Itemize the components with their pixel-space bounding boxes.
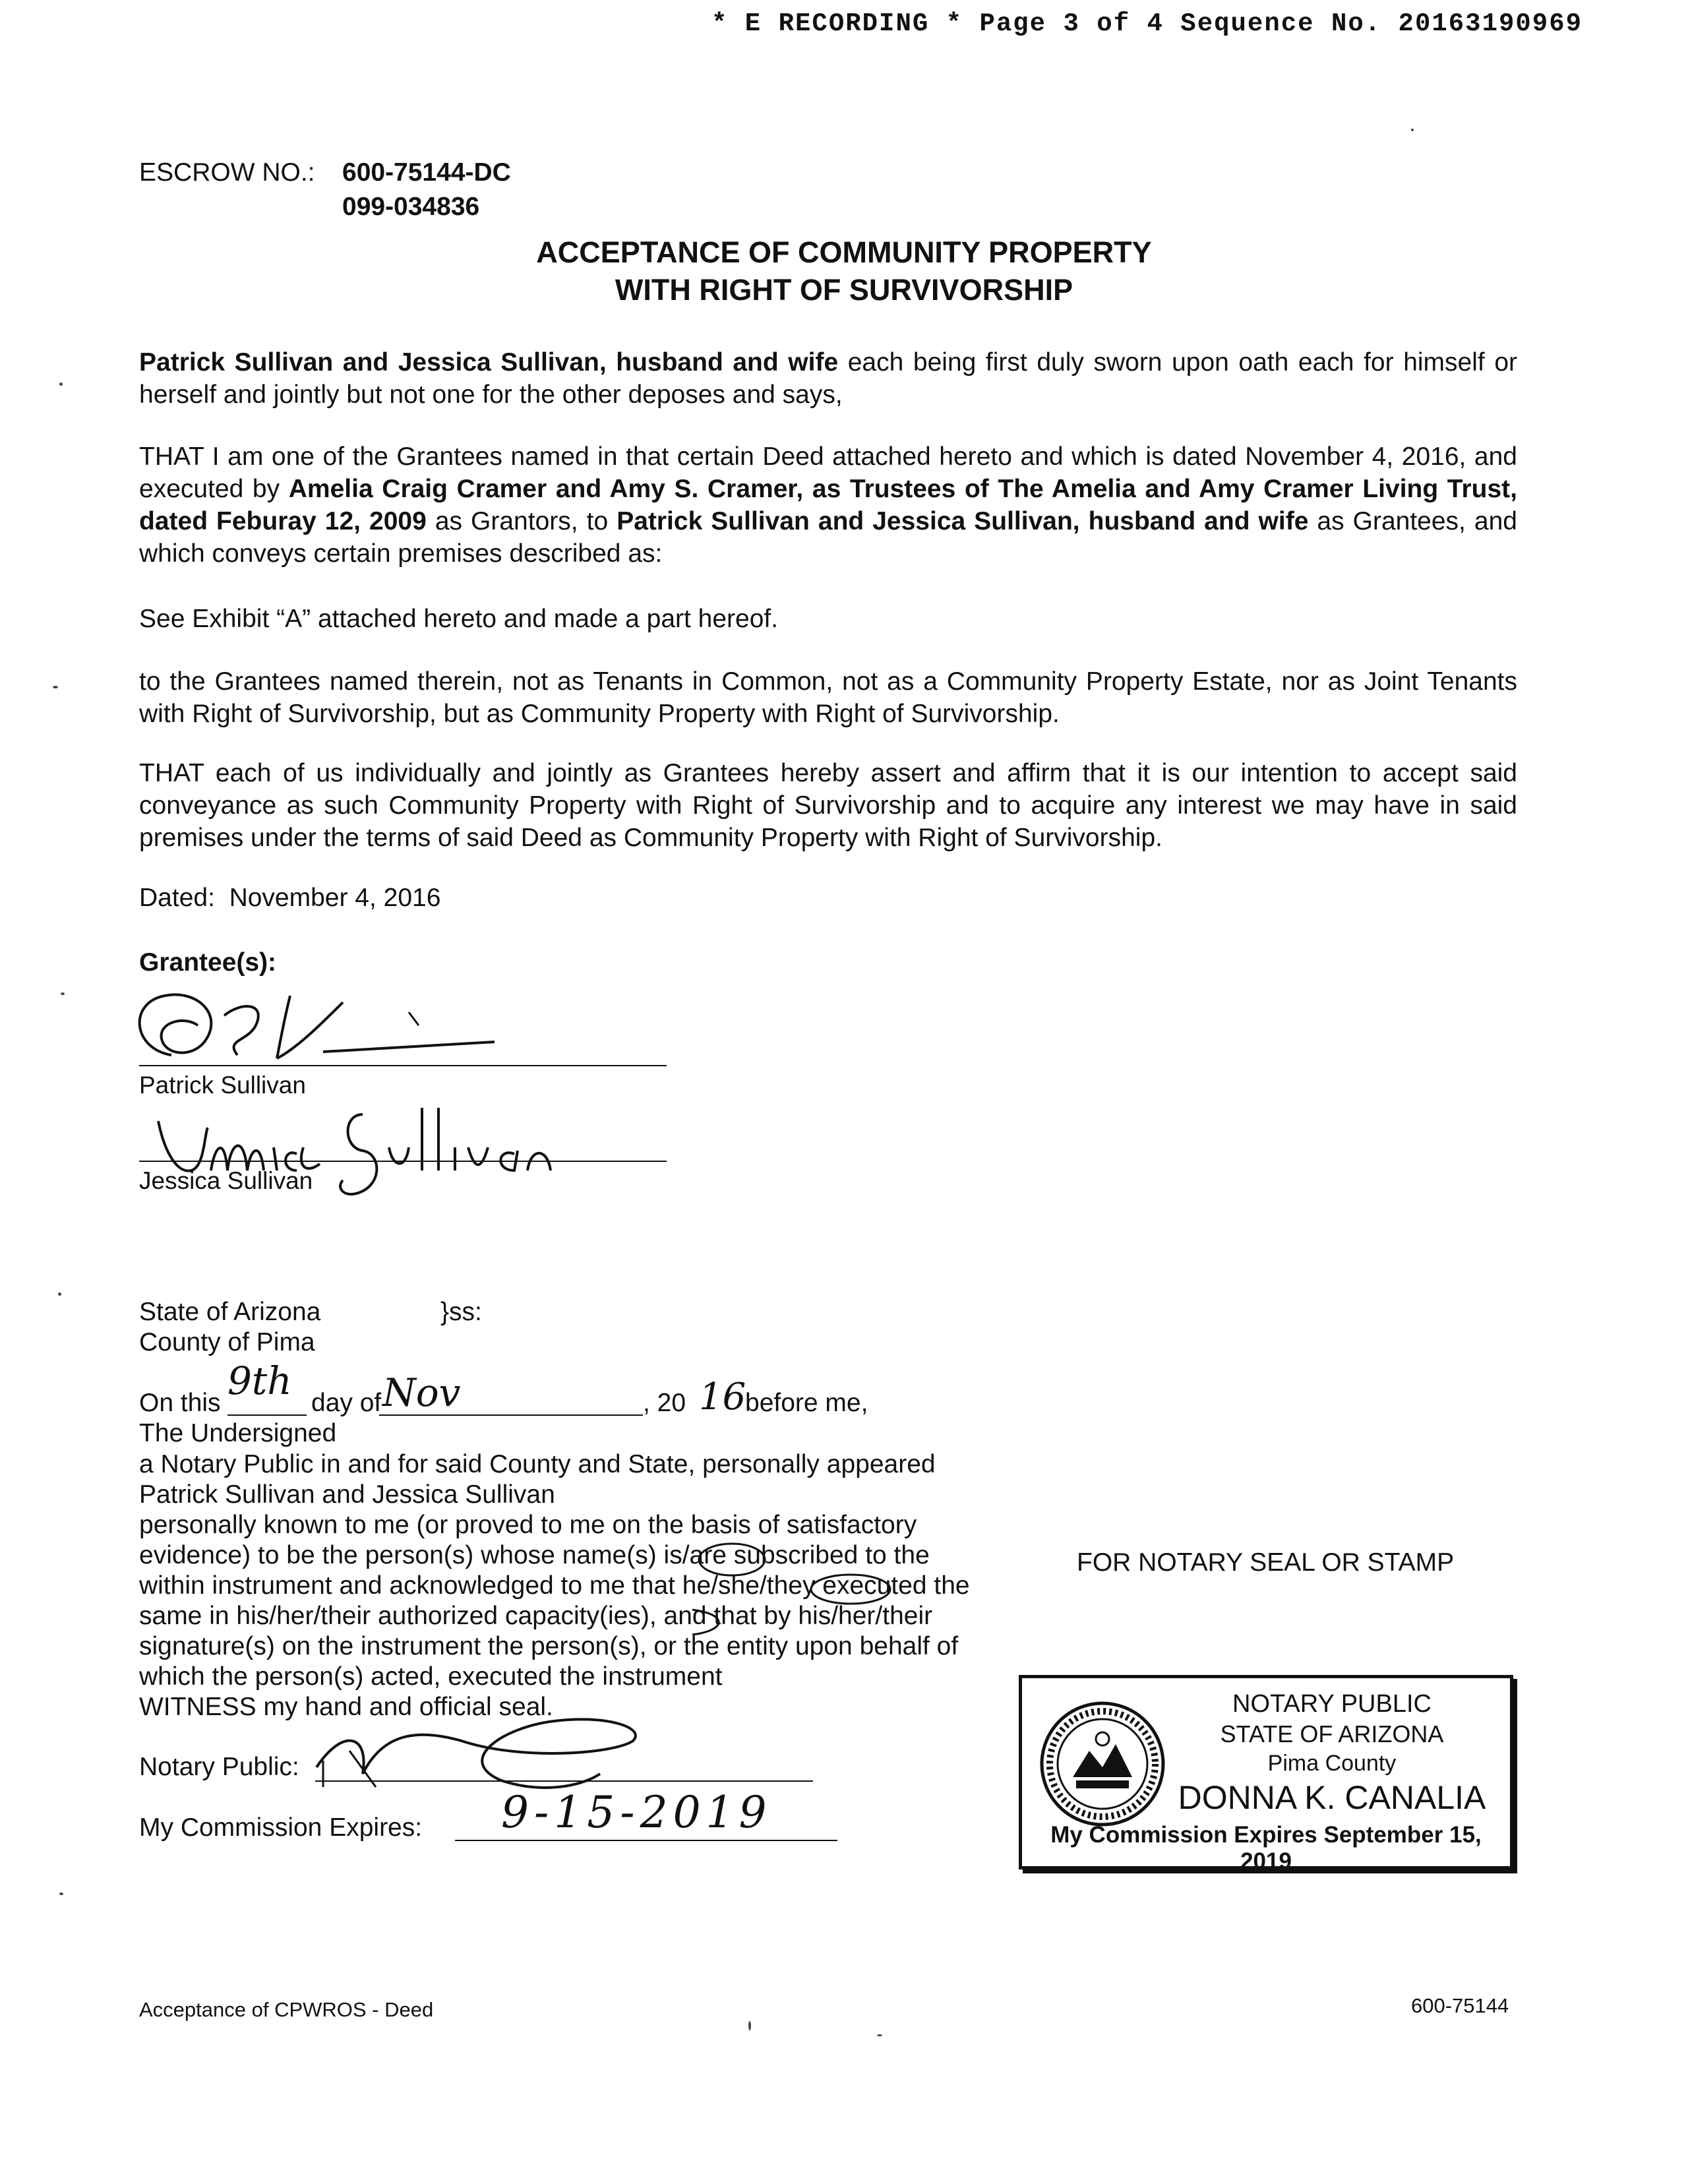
- jessica-signature: [145, 1095, 567, 1213]
- scan-speck: [59, 1893, 63, 1895]
- ack-line: signature(s) on the instrument the person(s), or the entity upon behalf of: [139, 1632, 959, 1660]
- year-handwritten: 16: [699, 1376, 746, 1418]
- day-of-label: day of: [311, 1389, 382, 1417]
- dated-line: Dated: November 4, 2016: [139, 884, 441, 912]
- paragraph-tenancy: to the Grantees named therein, not as Tenants in Common, not as a Community Property Estate, nor as Joint Tenants with Right of Survivorship, but as Community Property with Right of Survivorship.: [139, 667, 1517, 728]
- escrow-number: 600-75144-DC: [342, 158, 511, 187]
- month-blank-line: [379, 1414, 643, 1416]
- undersigned-label: The Undersigned: [139, 1419, 337, 1447]
- notary-public-label: Notary Public:: [139, 1753, 299, 1781]
- ack-line: which the person(s) acted, executed the instrument: [139, 1662, 723, 1691]
- paragraph-affirmation: THAT each of us individually and jointly as Grantees hereby assert and affirm that it is our intention to accept said conveyance as such Community Property with Right of Survivorship and to acquire any interest we may have in said premises under the terms of said Deed as Community Property with Right of Survivorship.: [139, 759, 1517, 852]
- recording-banner: * E RECORDING * Page 3 of 4 Sequence No. 20163190969: [711, 9, 1582, 38]
- ack-line: within instrument and acknowledged to me that he/she/they executed the: [139, 1571, 970, 1600]
- day-blank-line: [227, 1414, 307, 1416]
- ack-line: personally known to me (or proved to me on the basis of satisfactory: [139, 1511, 917, 1539]
- notary-stamp: [1019, 1675, 1513, 1874]
- ack-line: same in his/her/their authorized capacity(ies), and that by his/her/their: [139, 1602, 933, 1630]
- footer-left: Acceptance of CPWROS - Deed: [139, 1998, 434, 2021]
- day-handwritten: 9th: [227, 1358, 292, 1403]
- venue-ss: }ss:: [440, 1298, 482, 1326]
- signer-1-name: Patrick Sullivan: [139, 1072, 306, 1099]
- stamp-notary-name: DONNA K. CANALIA: [1178, 1779, 1486, 1816]
- before-me-label: before me,: [745, 1389, 868, 1417]
- state-seal-icon: [1037, 1698, 1168, 1830]
- grantees-bold-2: Patrick Sullivan and Jessica Sullivan, husband and wife: [617, 507, 1309, 535]
- notary-signature-line: [315, 1780, 813, 1782]
- p2-text-a: THAT I am one of the Grantees named in that certain Deed attached hereto and which is dated November 4, 2016, and executed by: [139, 442, 1517, 503]
- scan-speck: [748, 2021, 751, 2030]
- month-handwritten: Nov: [382, 1370, 461, 1415]
- ack-line: WITNESS my hand and official seal.: [139, 1693, 553, 1721]
- stamp-commission-expiry: My Commission Expires September 15, 2019: [1050, 1822, 1482, 1874]
- pronoun-circle-marks: [692, 1536, 1022, 1708]
- stamp-line3: Pima County: [1267, 1751, 1397, 1776]
- paragraph-deed-reference: [139, 440, 1517, 570]
- paragraph-deposition: [139, 346, 1517, 411]
- document-title-line1: ACCEPTANCE OF COMMUNITY PROPERTY: [536, 235, 1152, 269]
- notary-signature: [303, 1688, 673, 1800]
- scan-speck: [61, 992, 65, 995]
- commission-line: [455, 1840, 837, 1841]
- escrow-secondary-number: 099-034836: [342, 193, 480, 221]
- grantors-bold: Amelia Craig Cramer and Amy S. Cramer, as Trustees of The Amelia and Amy Cramer Living Trust, dated Feburay 12, 2009: [139, 475, 1517, 535]
- signer-2-name: Jessica Sullivan: [139, 1167, 313, 1194]
- scan-speck: [1411, 129, 1414, 131]
- p2-text-b: as Grantors, to: [426, 507, 617, 535]
- seal-placeholder-label: FOR NOTARY SEAL OR STAMP: [1077, 1548, 1455, 1577]
- signature-line-2: [139, 1161, 667, 1162]
- on-this-label: On this: [139, 1389, 221, 1417]
- ack-line: a Notary Public in and for said County and State, personally appeared: [139, 1450, 936, 1478]
- scan-speck: [53, 686, 58, 688]
- scan-speck: [877, 2034, 882, 2036]
- commission-label: My Commission Expires:: [139, 1813, 423, 1842]
- document-title-line2: WITH RIGHT OF SURVIVORSHIP: [615, 273, 1073, 307]
- ack-line: Patrick Sullivan and Jessica Sullivan: [139, 1480, 555, 1509]
- stamp-line1: NOTARY PUBLIC: [1232, 1690, 1432, 1718]
- footer-right: 600-75144: [1411, 1994, 1509, 2017]
- venue-county: County of Pima: [139, 1328, 315, 1356]
- scan-speck: [59, 382, 63, 386]
- venue-state: State of Arizona: [139, 1298, 321, 1326]
- ack-line: evidence) to be the person(s) whose name(s) is/are subscribed to the: [139, 1541, 930, 1569]
- stamp-line2: STATE OF ARIZONA: [1220, 1720, 1444, 1747]
- year-prefix: , 20: [643, 1389, 686, 1417]
- grantees-heading: Grantee(s):: [139, 948, 277, 977]
- grantees-bold: Patrick Sullivan and Jessica Sullivan, husband and wife: [139, 348, 839, 377]
- patrick-signature: [125, 976, 521, 1075]
- scan-speck: [58, 1292, 61, 1296]
- paragraph-exhibit: See Exhibit “A” attached hereto and made a part hereof.: [139, 605, 779, 633]
- signature-line-1: [139, 1065, 667, 1066]
- escrow-label: ESCROW NO.:: [139, 158, 315, 187]
- commission-date-handwritten: 9-15-2019: [501, 1787, 772, 1838]
- p2-text-c: as Grantees, and which conveys certain premises described as:: [139, 507, 1517, 568]
- paragraph-deposition-text: each being first duly sworn upon oath each for himself or herself and jointly but not one for the other deposes and says,: [139, 348, 1517, 409]
